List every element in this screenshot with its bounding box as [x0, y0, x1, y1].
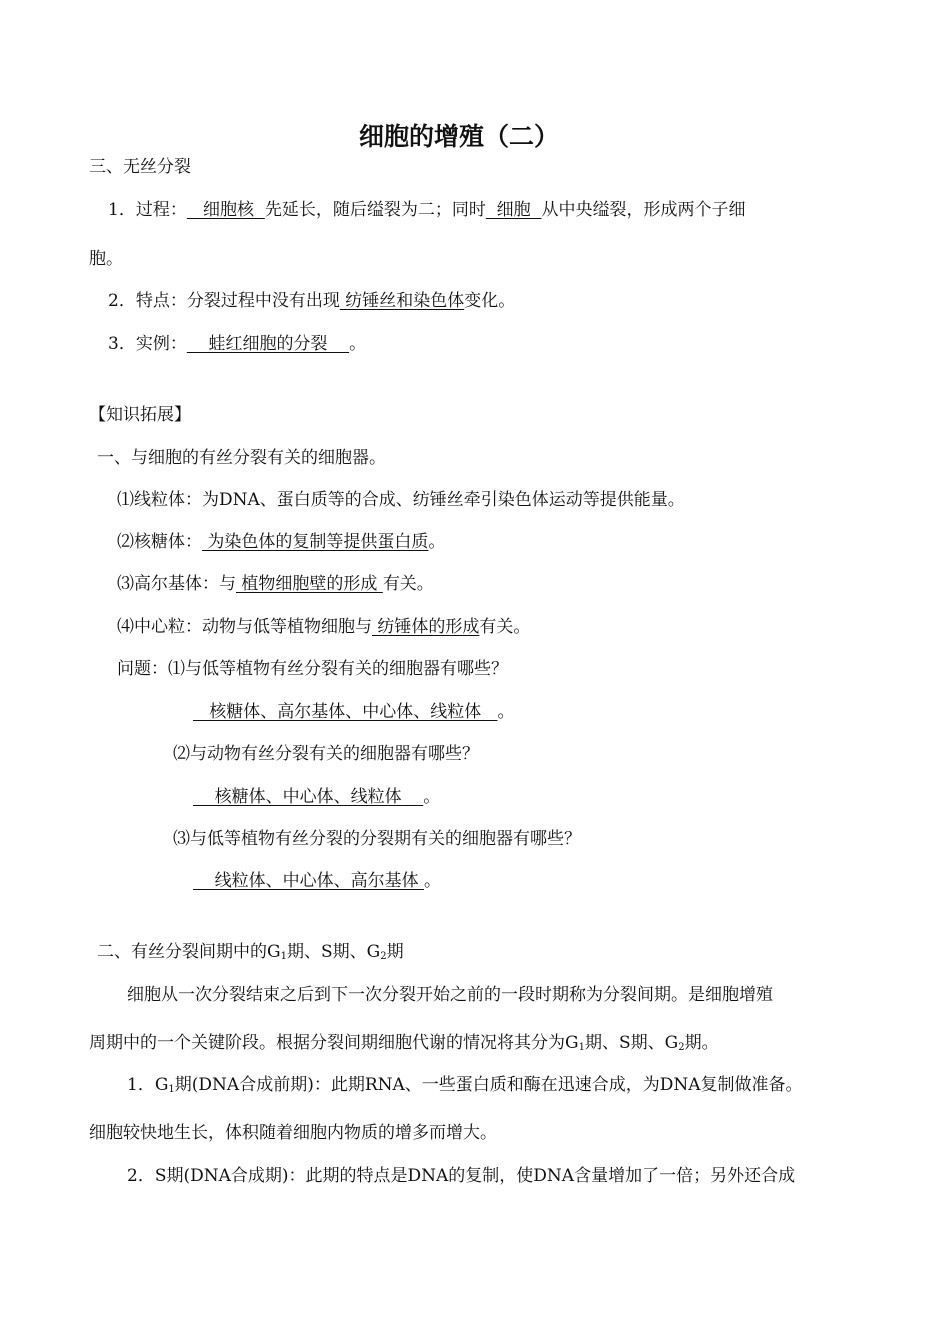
section-heading-amitosis: 三、无丝分裂 [89, 157, 191, 177]
blank-spindle-chromosome: 纺锤丝和染色体 [339, 291, 465, 311]
example-line [108, 333, 366, 355]
blank-frog-rbc: 蛙红细胞的分裂 [186, 334, 350, 354]
answer-2-end: 。 [423, 787, 441, 807]
golgi-label: ⑶高尔基体：与 [117, 574, 236, 594]
para-text: 周期中的一个关键阶段。根据分裂间期细胞代谢的情况将其分为G [89, 1033, 579, 1053]
interphase-heading-text: 期、S期、G [286, 942, 381, 962]
organelle-section-heading: 一、与细胞的有丝分裂有关的细胞器。 [97, 448, 386, 468]
example-label: 3．实例： [108, 334, 187, 354]
item-ribosome [117, 531, 445, 553]
para-text: 期、S期、G [584, 1033, 679, 1053]
g1-text: 期(DNA合成前期)：此期RNA、一些蛋白质和酶在迅速合成，为DNA复制做准备。 [174, 1075, 803, 1095]
s-phase-line-1: 2．S期(DNA合成期)：此期的特点是DNA的复制，使DNA含量增加了一倍；另外还合成 [127, 1166, 796, 1186]
answer-1-end: 。 [497, 702, 515, 722]
answer-2-blank: 核糖体、中心体、线粒体 [193, 787, 424, 807]
subscript: 1 [280, 951, 287, 962]
answer-2 [193, 786, 440, 808]
g1-phase-line-1 [127, 1074, 803, 1101]
page-title: 细胞的增殖（二） [359, 122, 560, 151]
subscript: 2 [380, 951, 387, 962]
golgi-end: 有关。 [382, 574, 434, 594]
answer-3-blank: 线粒体、中心体、高尔基体 [193, 871, 425, 891]
item-golgi [117, 573, 434, 595]
subscript: 2 [678, 1042, 685, 1053]
g1-text: 1．G [127, 1075, 169, 1095]
blank-centriole: 纺锤体的形成 [372, 617, 480, 637]
process-text: 先延长，随后缢裂为二；同时 [264, 200, 486, 220]
blank-cell: 细胞 [485, 200, 542, 220]
centriole-end: 有关。 [479, 617, 531, 637]
feature-text-end: 变化。 [464, 291, 516, 311]
blank-nucleus: 细胞核 [186, 200, 265, 220]
ribosome-end: 。 [428, 532, 446, 552]
process-label: 1．过程： [108, 200, 187, 220]
subscript: 1 [168, 1084, 175, 1095]
example-end: 。 [349, 334, 367, 354]
ribosome-label: ⑵核糖体： [117, 532, 202, 552]
item-mitochondria: ⑴线粒体：为DNA、蛋白质等的合成、纺锤丝牵引染色体运动等提供能量。 [117, 490, 685, 510]
process-line [108, 199, 745, 221]
g1-phase-line-2: 细胞较快地生长，体积随着细胞内物质的增多而增大。 [89, 1123, 497, 1143]
answer-1 [193, 701, 514, 723]
answer-1-blank: 核糖体、高尔基体、中心体、线粒体 [193, 702, 498, 722]
question-1: 问题：⑴与低等植物有丝分裂有关的细胞器有哪些？ [117, 659, 508, 679]
centriole-label: ⑷中心粒：动物与低等植物细胞与 [117, 617, 372, 637]
process-text-end: 从中央缢裂，形成两个子细 [541, 200, 746, 220]
feature-text: 2．特点：分裂过程中没有出现 [108, 291, 340, 311]
interphase-para-line-1: 细胞从一次分裂结束之后到下一次分裂开始之前的一段时期称为分裂间期。是细胞增殖 [127, 985, 773, 1005]
para-text: 期。 [684, 1033, 719, 1053]
interphase-heading-text: 二、有丝分裂间期中的G [97, 942, 281, 962]
feature-line [108, 290, 515, 312]
interphase-para-line-2 [89, 1032, 719, 1059]
subscript: 1 [578, 1042, 585, 1053]
question-3: ⑶与低等植物有丝分裂的分裂期有关的细胞器有哪些？ [173, 829, 581, 849]
answer-3 [193, 870, 441, 892]
question-2: ⑵与动物有丝分裂有关的细胞器有哪些？ [173, 744, 479, 764]
blank-golgi: 植物细胞壁的形成 [236, 574, 383, 594]
knowledge-extension-heading: 【知识拓展】 [89, 405, 191, 425]
process-line-cont: 胞。 [89, 249, 123, 269]
interphase-heading-text: 期 [386, 942, 404, 962]
interphase-heading [97, 941, 404, 968]
answer-3-end: 。 [424, 871, 442, 891]
item-centriole [117, 616, 530, 638]
blank-ribosome: 为染色体的复制等提供蛋白质 [202, 532, 429, 552]
